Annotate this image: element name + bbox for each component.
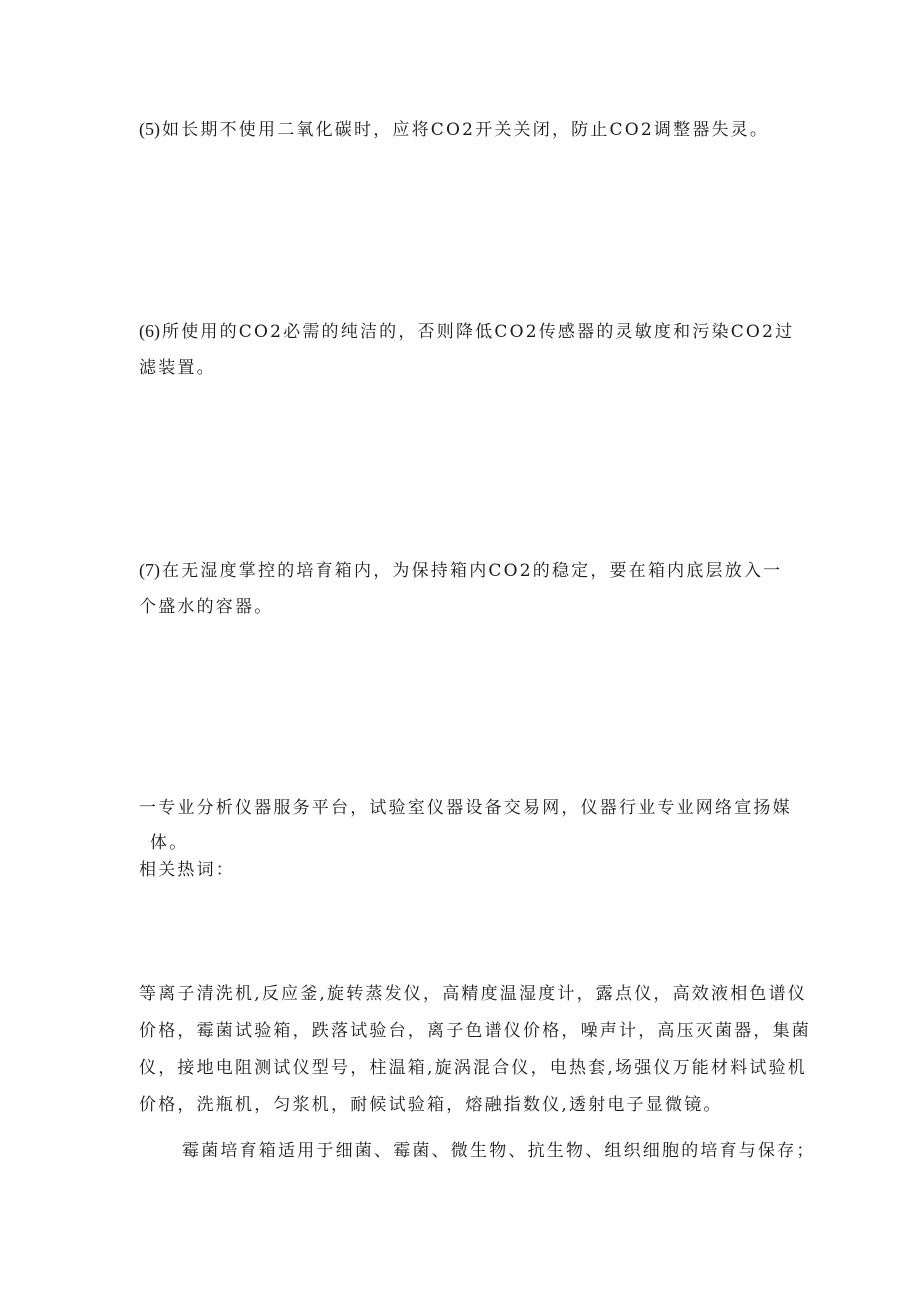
summary-paragraph: 霉菌培育箱适用于细菌、霉菌、微生物、抗生物、组织细胞的培育与保存；	[182, 1141, 816, 1161]
keywords-line1: 等离子清洗机,反应釜,旋转蒸发仪，高精度温湿度计，露点仪，高效液相色谱仪	[139, 984, 808, 1004]
item-6-text-line1: 所使用的CO2必需的纯洁的，否则降低CO2传感器的灵敏度和污染CO2过	[162, 322, 795, 342]
item-7-number: (7)	[139, 560, 160, 580]
item-7	[139, 559, 782, 582]
item-6-number: (6)	[139, 321, 160, 341]
item-7-text-line1: 在无湿度掌控的培育箱内，为保持箱内CO2的稳定，要在箱内底层放入一	[162, 561, 783, 581]
item-5	[139, 118, 769, 141]
item-7-text-line2: 个盛水的容器。	[139, 597, 274, 617]
hot-words-label: 相关热词：	[139, 860, 235, 880]
platform-line2: 体。	[150, 833, 189, 853]
item-6-text-line2: 滤装置。	[139, 358, 216, 378]
item-6	[139, 320, 794, 343]
keywords-line2: 价格，霉菌试验箱，跌落试验台，离子色谱仪价格，噪声计，高压灭菌器，集菌	[139, 1021, 811, 1041]
keywords-line3: 仪，接地电阻测试仪型号，柱温箱,旋涡混合仪，电热套,场强仪万能材料试验机	[139, 1058, 808, 1078]
item-5-text: 如长期不使用二氧化碳时，应将CO2开关关闭，防止CO2调整器失灵。	[162, 120, 770, 140]
platform-line1: 一专业分析仪器服务平台，试验室仪器设备交易网，仪器行业专业网络宣扬媒	[139, 798, 792, 818]
item-5-number: (5)	[139, 119, 160, 139]
keywords-line4: 价格，洗瓶机，匀浆机，耐候试验箱，熔融指数仪,透射电子显微镜。	[139, 1095, 723, 1115]
